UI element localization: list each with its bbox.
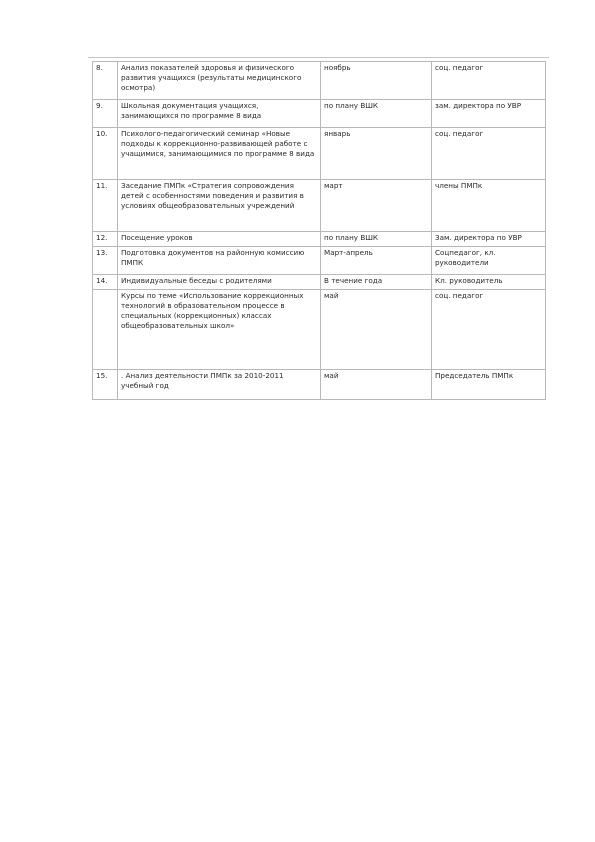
date-cell: май	[321, 290, 432, 370]
date-cell: май	[321, 370, 432, 400]
row-number: 13.	[93, 247, 118, 275]
table-row	[93, 290, 546, 370]
responsible-cell: Соцпедагог, кл. руководители	[432, 247, 546, 275]
table-row	[93, 275, 546, 290]
date-cell: В течение года	[321, 275, 432, 290]
activity-cell: Подготовка документов на районную комиссию ПМПК	[118, 247, 321, 275]
activity-cell: Школьная документация учащихся, занимающихся по программе 8 вида	[118, 100, 321, 128]
row-number: 12.	[93, 232, 118, 247]
responsible-cell: соц. педагог	[432, 62, 546, 100]
row-number: 9.	[93, 100, 118, 128]
row-number: 14.	[93, 275, 118, 290]
row-number: 15.	[93, 370, 118, 400]
activity-cell: Анализ показателей здоровья и физического развития учащихся (результаты медицинского осмотра)	[118, 62, 321, 100]
responsible-cell: соц. педагог	[432, 128, 546, 180]
date-cell: январь	[321, 128, 432, 180]
table-row	[93, 180, 546, 232]
activity-cell: Индивидуальные беседы с родителями	[118, 275, 321, 290]
table-row	[93, 370, 546, 400]
activity-cell: Посещение уроков	[118, 232, 321, 247]
row-number: 10.	[93, 128, 118, 180]
page-top-rule	[88, 57, 549, 58]
responsible-cell: зам. директора по УВР	[432, 100, 546, 128]
activity-cell: Заседание ПМПк «Стратегия сопровождения детей с особенностями поведения и развития в условиях общеобразовательных учреждений	[118, 180, 321, 232]
responsible-cell: Кл. руководитель	[432, 275, 546, 290]
date-cell: ноябрь	[321, 62, 432, 100]
activity-cell: . Анализ деятельности ПМПк за 2010-2011 учебный год	[118, 370, 321, 400]
row-number: 8.	[93, 62, 118, 100]
date-cell: по плану ВШК	[321, 232, 432, 247]
table-row	[93, 62, 546, 100]
table-row	[93, 128, 546, 180]
date-cell: по плану ВШК	[321, 100, 432, 128]
table-row	[93, 100, 546, 128]
activity-cell: Курсы по теме «Использование коррекционных технологий в образовательном процессе в специальных (коррекционных) классах общеобразовательных школ»	[118, 290, 321, 370]
date-cell: Март-апрель	[321, 247, 432, 275]
row-number: 11.	[93, 180, 118, 232]
responsible-cell: соц. педагог	[432, 290, 546, 370]
responsible-cell: Председатель ПМПк	[432, 370, 546, 400]
row-number	[93, 290, 118, 370]
activity-plan-table	[92, 61, 546, 400]
table-row	[93, 232, 546, 247]
date-cell: март	[321, 180, 432, 232]
table-row	[93, 247, 546, 275]
responsible-cell: Зам. директора по УВР	[432, 232, 546, 247]
responsible-cell: члены ПМПк	[432, 180, 546, 232]
activity-cell: Психолого-педагогический семинар «Новые подходы к коррекционно-развивающей работе с учащимися, занимающимися по программе 8 вида	[118, 128, 321, 180]
